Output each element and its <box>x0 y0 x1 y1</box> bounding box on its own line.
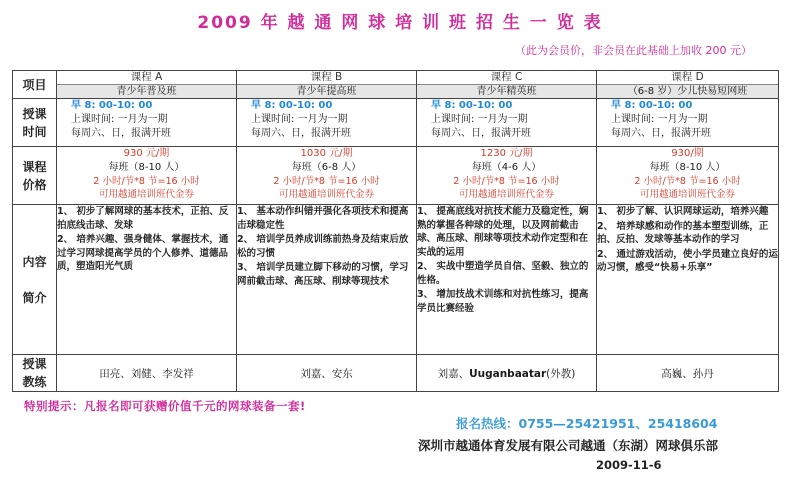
course-level: 青少年普及班 <box>57 84 236 98</box>
course-a-time: 早 8: 00-10: 00 上课时间: 一月为一期 每周六、日，报满开班 <box>57 99 237 147</box>
course-b-header <box>237 71 417 99</box>
course-name: 课程 A <box>130 71 163 83</box>
course-table <box>12 70 779 392</box>
course-name: 课程 D <box>671 71 704 83</box>
club-name: 深圳市越通体育发展有限公司越通（东湖）网球俱乐部 <box>418 438 719 453</box>
course-c-intro: 1、 提高底线对抗技术能力及稳定性，娴熟的掌握各种球的处理，以及网前截击球、高压球、削球等项技术动作定型和在实战的运用 2、 实战中塑造学员自信、坚毅、独立的性格。 3、 增加技战术训练和对抗性练习，提高学员比赛经验 <box>417 205 597 355</box>
issue-date: 2009-11-6 <box>596 458 662 472</box>
coach-row <box>13 355 779 392</box>
course-d-header <box>597 71 779 99</box>
intro-row <box>13 205 779 355</box>
course-name: 课程 B <box>310 71 343 83</box>
course-c-header <box>417 71 597 99</box>
course-c-coaches: 刘嘉、Uuganbaatar(外教) <box>417 355 597 392</box>
time-row <box>13 99 779 147</box>
coach-header: 授课 教练 <box>13 355 57 392</box>
course-a-intro: 1、 初步了解网球的基本技术，正拍、反拍底线击球、发球 2、 培养兴趣、强身健体、掌握技术，通过学习网球提高学员的个人修养、道德品质，塑造阳光气质 <box>57 205 237 355</box>
course-name: 课程 C <box>490 71 523 83</box>
member-price-note: （此为会员价，非会员在此基础上加收 200 元） <box>515 44 752 57</box>
intro-header: 内容 简介 <box>13 205 57 355</box>
course-level: 青少年提高班 <box>237 84 416 98</box>
time-header: 授课 时间 <box>13 99 57 147</box>
course-level: （6-8 岁）少儿快易短网班 <box>597 84 778 98</box>
course-d-price: 930/期 每班（8-10 人） 2 小时/节*8 节=16 小时 可用越通培训班代金券 <box>597 147 779 205</box>
project-header: 项目 <box>13 71 57 99</box>
course-a-price: 930 元/期 每班（8-10 人） 2 小时/节*8 节=16 小时 可用越通培训班代金券 <box>57 147 237 205</box>
page-title: 2009 年 越 通 网 球 培 训 班 招 生 一 览 表 <box>197 13 603 33</box>
course-b-time: 早 8: 00-10: 00 上课时间: 一月为一期 每周六、日，报满开班 <box>237 99 417 147</box>
course-level: 青少年精英班 <box>417 84 596 98</box>
course-d-time: 早 8: 00-10: 00 上课时间: 一月为一期 每周六、日，报满开班 <box>597 99 779 147</box>
course-a-coaches: 田亮、刘健、李发祥 <box>57 355 237 392</box>
course-c-price: 1230 元/期 每班（4-6 人） 2 小时/节*8 节=16 小时 可用越通培训班代金券 <box>417 147 597 205</box>
course-b-intro: 1、 基本动作纠错并强化各项技术和提高击球稳定性 2、 培训学员养成训练前热身及结束后放松的习惯 3、 培训学员建立脚下移动的习惯，学习网前截击球、高压球、削球等现技术 <box>237 205 417 355</box>
signup-hotline: 报名热线：0755—25421951、25418604 <box>456 416 718 431</box>
course-b-price: 1030 元/期 每班（6-8 人） 2 小时/节*8 节=16 小时 可用越通培训班代金券 <box>237 147 417 205</box>
special-tip: 特别提示：凡报名即可获赠价值千元的网球装备一套! <box>24 399 306 413</box>
course-d-intro: 1、 初步了解、认识网球运动，培养兴趣 2、 培养球感和动作的基本塑型训练，正拍、反拍、发球等基本动作的学习 2、 通过游戏活动，使小学员建立良好的运动习惯，感受“快易+乐享” <box>597 205 779 355</box>
course-d-coaches: 高巍、孙丹 <box>597 355 779 392</box>
header-row <box>13 71 779 99</box>
price-header: 课程 价格 <box>13 147 57 205</box>
price-row <box>13 147 779 205</box>
course-b-coaches: 刘嘉、安东 <box>237 355 417 392</box>
course-a-header <box>57 71 237 99</box>
course-c-time: 早 8: 00-10: 00 上课时间: 一月为一期 每周六、日，报满开班 <box>417 99 597 147</box>
